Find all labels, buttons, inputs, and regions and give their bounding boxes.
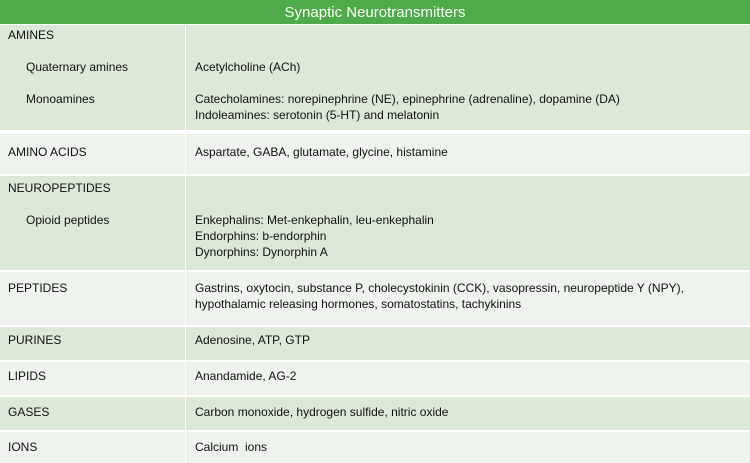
value-catecholamines: Catecholamines: norepinephrine (NE), epinephrine (adrenaline), dopamine (DA) xyxy=(195,92,620,106)
table-row-amino-acids xyxy=(0,132,750,174)
category-cell xyxy=(0,272,186,325)
value-ions: Calcium ions xyxy=(195,440,268,454)
category-label-lipids: LIPIDS xyxy=(8,369,47,383)
table-row-neuropeptides xyxy=(0,174,750,270)
category-label-purines: PURINES xyxy=(8,333,62,347)
subcategory-opioid-peptides: Opioid peptides xyxy=(26,213,110,227)
value-lipids: Anandamide, AG-2 xyxy=(195,369,297,383)
table-row-amines xyxy=(0,25,750,130)
category-label-peptides: PEPTIDES xyxy=(8,281,68,295)
value-purines: Adenosine, ATP, GTP xyxy=(195,333,310,347)
value-enkephalins: Enkephalins: Met-enkephalin, leu-enkephalin xyxy=(195,213,434,227)
value-cell xyxy=(186,432,750,463)
table-row-peptides xyxy=(0,270,750,325)
table-row-purines xyxy=(0,325,750,360)
value-indoleamines: Indoleamines: serotonin (5-HT) and melatonin xyxy=(195,108,440,122)
value-peptides-line-2: hypothalamic releasing hormones, somatostatins, tachykinins xyxy=(195,297,522,311)
category-label-amines: AMINES xyxy=(8,28,55,42)
table-row-lipids xyxy=(0,360,750,395)
value-dynorphins: Dynorphins: Dynorphin A xyxy=(195,245,328,259)
category-label-ions: IONS xyxy=(8,440,38,454)
table-title: Synaptic Neurotransmitters xyxy=(0,0,750,25)
subcategory-quaternary-amines: Quaternary amines xyxy=(26,60,129,74)
category-label-amino-acids: AMINO ACIDS xyxy=(8,145,87,159)
value-amino-acids: Aspartate, GABA, glutamate, glycine, histamine xyxy=(195,145,448,159)
category-label-gases: GASES xyxy=(8,405,50,419)
category-label-neuropeptides: NEUROPEPTIDES xyxy=(8,181,111,195)
value-endorphins: Endorphins: b-endorphin xyxy=(195,229,327,243)
table-row-ions xyxy=(0,430,750,463)
value-gases: Carbon monoxide, hydrogen sulfide, nitric oxide xyxy=(195,405,449,419)
subcategory-monoamines: Monoamines xyxy=(26,92,95,106)
value-peptides-line-1: Gastrins, oxytocin, substance P, cholecystokinin (CCK), vasopressin, neuropeptide Y (NPY), xyxy=(195,281,684,295)
table-row-gases xyxy=(0,395,750,430)
value-quaternary-amines: Acetylcholine (ACh) xyxy=(195,60,301,74)
